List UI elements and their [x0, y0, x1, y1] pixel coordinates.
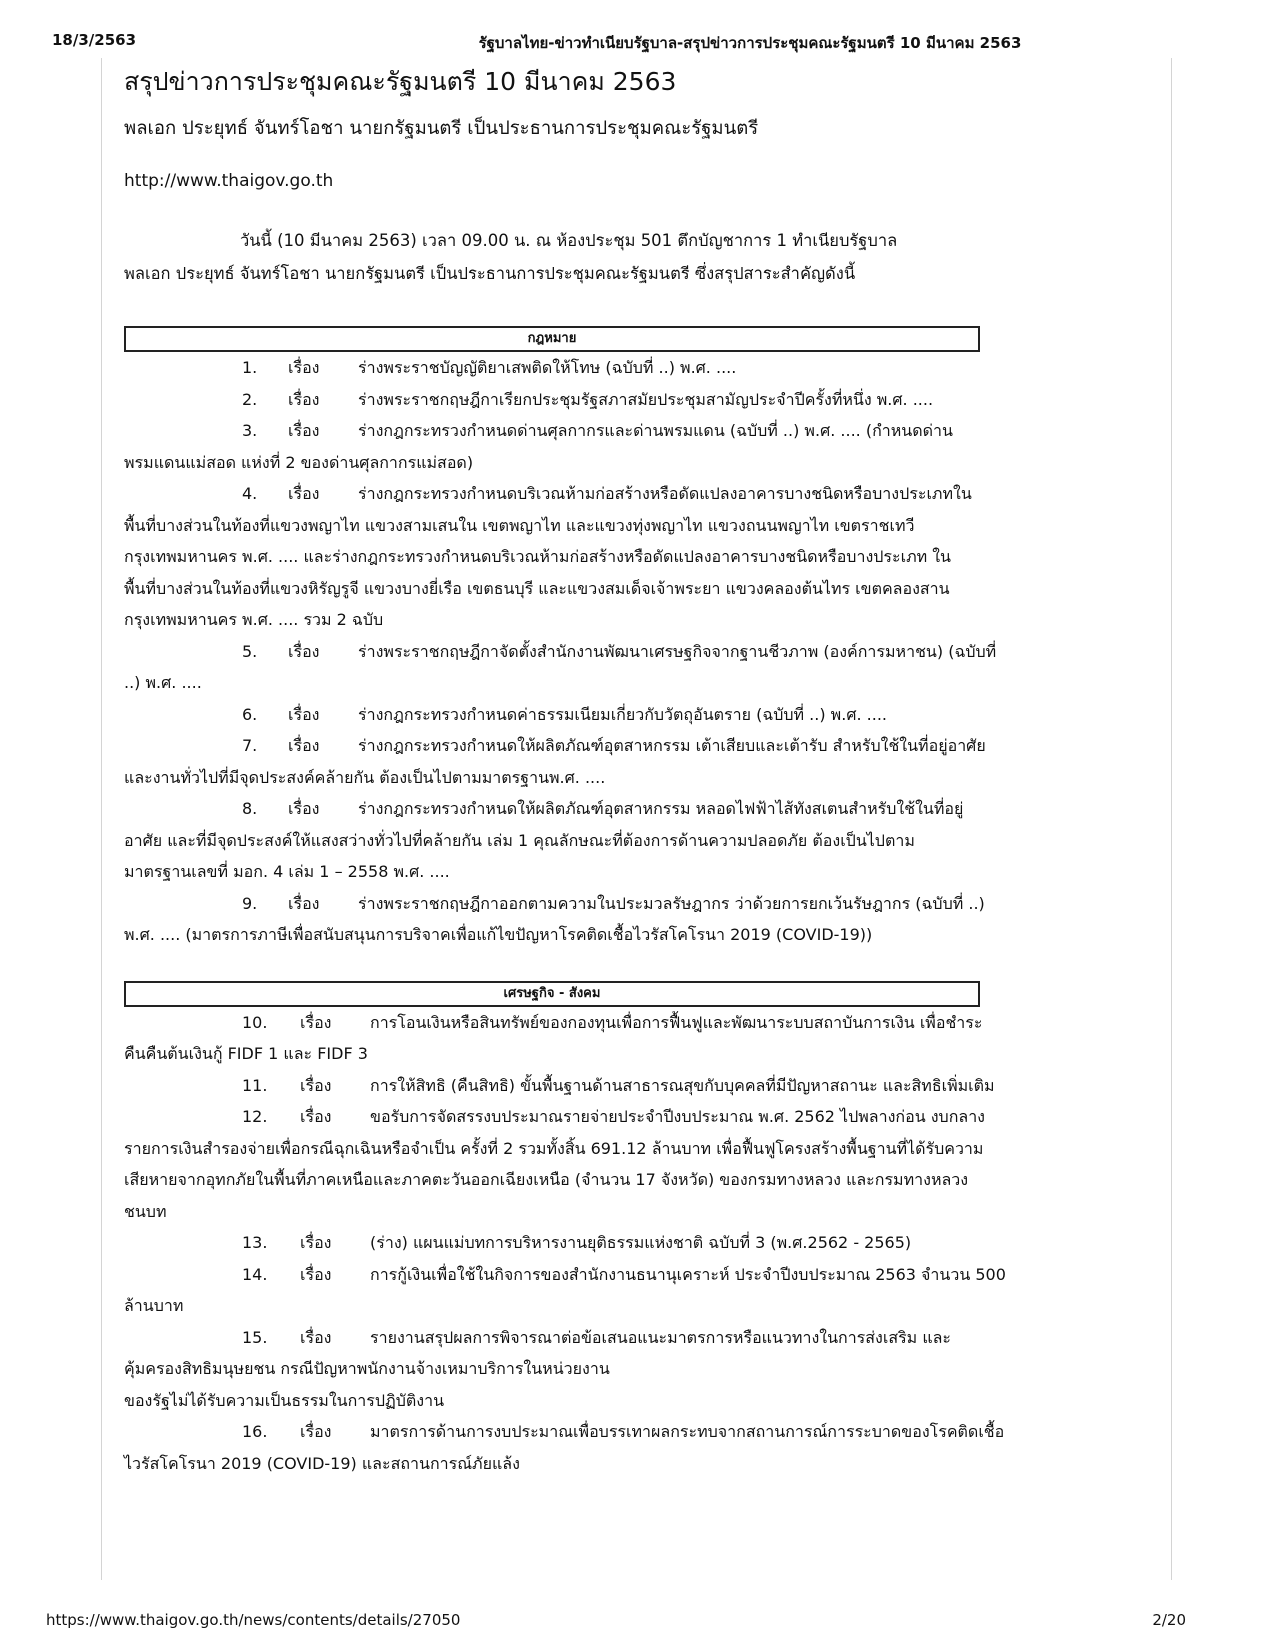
agenda-item-number: 5.: [242, 641, 258, 661]
agenda-item: [124, 1227, 1154, 1259]
agenda-item-text: ร่างพระราชกฤษฎีกาออกตามความในประมวลรัษฎากร ว่าด้วยการยกเว้นรัษฎากร (ฉบับที่ ..): [358, 893, 985, 913]
agenda-item-first-line: [124, 1007, 1154, 1039]
agenda-item-number: 16.: [242, 1422, 268, 1441]
agenda-list-economy-society: [124, 1007, 1154, 1480]
agenda-list-law: [124, 352, 1154, 951]
agenda-item-keyword: เรื่อง: [288, 799, 320, 818]
agenda-item-keyword: เรื่อง: [288, 641, 320, 661]
agenda-item-first-line: [124, 1322, 1154, 1354]
agenda-item-text: ร่างพระราชกฤษฎีกาเรียกประชุมรัฐสภาสมัยประชุมสามัญประจำปีครั้งที่หนึ่ง พ.ศ. ....: [358, 389, 934, 409]
print-footer-url: https://www.thaigov.go.th/news/contents/details/27050: [46, 1611, 461, 1629]
agenda-item-keyword: เรื่อง: [300, 1075, 332, 1095]
agenda-item-text: ร่างพระราชบัญญัติยาเสพติดให้โทษ (ฉบับที่ ..) พ.ศ. ....: [358, 358, 737, 377]
intro-line: วันนี้ (10 มีนาคม 2563) เวลา 09.00 น. ณ ห้องประชุม 501 ตึกบัญชาการ 1 ทำเนียบรัฐบาล: [240, 231, 898, 250]
section-heading-law: กฎหมาย: [124, 326, 980, 352]
agenda-item-keyword: เรื่อง: [288, 484, 320, 503]
agenda-item-first-line: [124, 888, 1154, 920]
agenda-item-number: 10.: [242, 1012, 268, 1032]
agenda-item-keyword: เรื่อง: [300, 1264, 332, 1284]
agenda-item: [124, 793, 1154, 888]
agenda-item: [124, 699, 1154, 731]
agenda-item-text: การให้สิทธิ (คืนสิทธิ) ขั้นพื้นฐานด้านสาธารณสุขกับบุคคลที่มีปัญหาสถานะ และสิทธิเพิ่มเติม: [370, 1075, 995, 1095]
agenda-item-text: ร่างกฎกระทรวงกำหนดด่านศุลกากรและด่านพรมแดน (ฉบับที่ ..) พ.ศ. .... (กำหนดด่าน: [358, 421, 953, 440]
agenda-item-text: (ร่าง) แผนแม่บทการบริหารงานยุติธรรมแห่งชาติ ฉบับที่ 3 (พ.ศ.2562 - 2565): [370, 1233, 912, 1252]
agenda-item-text: ร่างกฎกระทรวงกำหนดค่าธรรมเนียมเกี่ยวกับวัตถุอันตราย (ฉบับที่ ..) พ.ศ. ....: [358, 704, 887, 724]
agenda-item-first-line: [124, 352, 1154, 384]
agenda-item-continuation: ไวรัสโคโรนา 2019 (COVID-19) และสถานการณ์ภัยแล้ง: [124, 1453, 520, 1473]
agenda-item-number: 1.: [242, 358, 258, 377]
page-title: สรุปข่าวการประชุมคณะรัฐมนตรี 10 มีนาคม 2563: [124, 67, 677, 96]
agenda-item-first-line: [124, 384, 1154, 416]
agenda-item-continuation: คืนคืนต้นเงินกู้ FIDF 1 และ FIDF 3: [124, 1044, 368, 1063]
agenda-item-continuation: คุ้มครองสิทธิมนุษยชน กรณีปัญหาพนักงานจ้างเหมาบริการในหน่วยงาน: [124, 1359, 610, 1378]
agenda-item-continuation: พ.ศ. .... (มาตรการภาษีเพื่อสนับสนุนการบริจาคเพื่อแก้ไขปัญหาโรคติดเชื้อไวรัสโคโรนา 2019 (COVID-19)): [124, 925, 873, 944]
agenda-item: [124, 636, 1154, 699]
agenda-item: [124, 1322, 1154, 1417]
agenda-item-continuation: กรุงเทพมหานคร พ.ศ. .... รวม 2 ฉบับ: [124, 610, 384, 629]
agenda-item-number: 7.: [242, 736, 258, 755]
agenda-item-continuation: รายการเงินสำรองจ่ายเพื่อกรณีฉุกเฉินหรือจำเป็น ครั้งที่ 2 รวมทั้งสิ้น 691.12 ล้านบาท เพื่อฟื้นฟูโครงสร้างพื้นฐานที่ได้รับความ: [124, 1138, 984, 1158]
agenda-item-keyword: เรื่อง: [288, 421, 320, 440]
agenda-item-continuation: เสียหายจากอุทกภัยในพื้นที่ภาคเหนือและภาคตะวันออกเฉียงเหนือ (จำนวน 17 จังหวัด) ของกรมทางหลวง และกรมทางหลวง: [124, 1170, 969, 1189]
agenda-item-keyword: เรื่อง: [288, 893, 320, 913]
agenda-item-number: 3.: [242, 421, 258, 440]
agenda-item: [124, 352, 1154, 384]
agenda-item-first-line: [124, 478, 1154, 510]
agenda-item-text: รายงานสรุปผลการพิจารณาต่อข้อเสนอแนะมาตรการหรือแนวทางในการส่งเสริม และ: [370, 1327, 952, 1347]
agenda-item-keyword: เรื่อง: [300, 1107, 332, 1126]
agenda-item-number: 9.: [242, 893, 258, 913]
agenda-item-number: 6.: [242, 704, 258, 724]
agenda-item-text: ร่างกฎกระทรวงกำหนดให้ผลิตภัณฑ์อุตสาหกรรม เต้าเสียบและเต้ารับ สำหรับใช้ในที่อยู่อาศัย: [358, 736, 986, 755]
agenda-item-first-line: [124, 1227, 1154, 1259]
agenda-item-text: ร่างกฎกระทรวงกำหนดบริเวณห้ามก่อสร้างหรือดัดแปลงอาคารบางชนิดหรือบางประเภทใน: [358, 484, 972, 503]
agenda-item: [124, 478, 1154, 636]
agenda-item-text: มาตรการด้านการงบประมาณเพื่อบรรเทาผลกระทบจากสถานการณ์การระบาดของโรคติดเชื้อ: [370, 1422, 1005, 1441]
agenda-item-continuation: พรมแดนแม่สอด แห่งที่ 2 ของด่านศุลกากรแม่สอด): [124, 452, 474, 472]
agenda-item-continuation: อาศัย และที่มีจุดประสงค์ให้แสงสว่างทั่วไปที่คล้ายกัน เล่ม 1 คุณลักษณะที่ต้องการด้านความปลอดภัย ต้องเป็นไปตาม: [124, 830, 915, 850]
agenda-item-continuation: กรุงเทพมหานคร พ.ศ. .... และร่างกฎกระทรวงกำหนดบริเวณห้ามก่อสร้างหรือดัดแปลงอาคารบางชนิดหรือบางประเภท ใน: [124, 547, 951, 566]
print-header-title: รัฐบาลไทย-ข่าวทำเนียบรัฐบาล-สรุปข่าวการประชุมคณะรัฐมนตรี 10 มีนาคม 2563: [478, 34, 1022, 52]
content-border-left: [101, 58, 102, 1580]
agenda-item-number: 11.: [242, 1075, 268, 1095]
agenda-item-keyword: เรื่อง: [300, 1327, 332, 1347]
intro-line: พลเอก ประยุทธ์ จันทร์โอชา นายกรัฐมนตรี เป็นประธานการประชุมคณะรัฐมนตรี ซึ่งสรุปสาระสำคัญดังนี้: [124, 264, 856, 283]
content-border-right: [1171, 58, 1172, 1580]
article-subtitle: พลเอก ประยุทธ์ จันทร์โอชา นายกรัฐมนตรี เป็นประธานการประชุมคณะรัฐมนตรี: [124, 118, 759, 139]
agenda-item: [124, 1101, 1154, 1227]
agenda-item-first-line: [124, 1070, 1154, 1102]
agenda-item-number: 15.: [242, 1327, 268, 1347]
agenda-item-keyword: เรื่อง: [300, 1422, 332, 1441]
agenda-item: [124, 1259, 1154, 1322]
agenda-item-text: ร่างกฎกระทรวงกำหนดให้ผลิตภัณฑ์อุตสาหกรรม หลอดไฟฟ้าไส้ทังสเตนสำหรับใช้ในที่อยู่: [358, 799, 964, 818]
agenda-item-first-line: [124, 1259, 1154, 1291]
agenda-item: [124, 1007, 1154, 1070]
agenda-item-keyword: เรื่อง: [288, 358, 320, 377]
agenda-item-keyword: เรื่อง: [288, 704, 320, 724]
agenda-item-number: 4.: [242, 484, 258, 503]
agenda-item-first-line: [124, 1101, 1154, 1133]
agenda-item-first-line: [124, 636, 1154, 668]
agenda-item: [124, 730, 1154, 793]
agenda-item: [124, 1416, 1154, 1479]
agenda-item-continuation: ของรัฐไม่ได้รับความเป็นธรรมในการปฏิบัติงาน: [124, 1390, 445, 1410]
agenda-item-keyword: เรื่อง: [300, 1012, 332, 1032]
agenda-item-first-line: [124, 699, 1154, 731]
agenda-item-keyword: เรื่อง: [300, 1233, 332, 1252]
agenda-item-number: 14.: [242, 1264, 268, 1284]
agenda-item-continuation: และงานทั่วไปที่มีจุดประสงค์คล้ายกัน ต้องเป็นไปตามมาตรฐานพ.ศ. ....: [124, 767, 606, 787]
agenda-item: [124, 888, 1154, 951]
agenda-item-number: 12.: [242, 1107, 268, 1126]
agenda-item: [124, 384, 1154, 416]
agenda-item-first-line: [124, 793, 1154, 825]
section-heading-economy-society: เศรษฐกิจ - สังคม: [124, 981, 980, 1007]
agenda-item-continuation: ..) พ.ศ. ....: [124, 673, 202, 692]
agenda-item: [124, 415, 1154, 478]
agenda-item-text: ร่างพระราชกฤษฎีกาจัดตั้งสำนักงานพัฒนาเศรษฐกิจจากฐานชีวภาพ (องค์การมหาชน) (ฉบับที่: [358, 641, 997, 661]
agenda-item-first-line: [124, 730, 1154, 762]
agenda-item-text: ขอรับการจัดสรรงบประมาณรายจ่ายประจำปีงบประมาณ พ.ศ. 2562 ไปพลางก่อน งบกลาง: [370, 1107, 985, 1126]
agenda-item-first-line: [124, 1416, 1154, 1448]
article: [124, 60, 1154, 1479]
print-header-date: 18/3/2563: [52, 31, 137, 49]
agenda-item-continuation: พื้นที่บางส่วนในท้องที่แขวงหิรัญรูจี แขวงบางยี่เรือ เขตธนบุรี และแขวงสมเด็จเจ้าพระยา แขวงคลองต้นไทร เขตคลองสาน: [124, 578, 950, 598]
print-footer-page-number: 2/20: [1152, 1611, 1186, 1629]
agenda-item-text: การโอนเงินหรือสินทรัพย์ของกองทุนเพื่อการฟื้นฟูและพัฒนาระบบสถาบันการเงิน เพื่อชำระ: [370, 1012, 983, 1032]
agenda-item: [124, 1070, 1154, 1102]
agenda-item-continuation: พื้นที่บางส่วนในท้องที่แขวงพญาไท แขวงสามเสนใน เขตพญาไท และแขวงทุ่งพญาไท แขวงถนนพญาไท เขตราชเทวี: [124, 515, 915, 535]
agenda-item-first-line: [124, 415, 1154, 447]
source-link[interactable]: http://www.thaigov.go.th: [124, 171, 334, 191]
agenda-item-number: 2.: [242, 389, 258, 409]
agenda-item-continuation: ล้านบาท: [124, 1296, 184, 1315]
agenda-item-number: 13.: [242, 1233, 268, 1252]
agenda-item-text: การกู้เงินเพื่อใช้ในกิจการของสำนักงานธนานุเคราะห์ ประจำปีงบประมาณ 2563 จำนวน 500: [370, 1264, 1006, 1284]
agenda-item-keyword: เรื่อง: [288, 389, 320, 409]
agenda-item-number: 8.: [242, 799, 258, 818]
agenda-item-continuation: ชนบท: [124, 1201, 167, 1221]
intro-paragraph: [124, 224, 1154, 290]
agenda-item-keyword: เรื่อง: [288, 736, 320, 755]
agenda-item-continuation: มาตรฐานเลขที่ มอก. 4 เล่ม 1 – 2558 พ.ศ. ....: [124, 862, 450, 881]
